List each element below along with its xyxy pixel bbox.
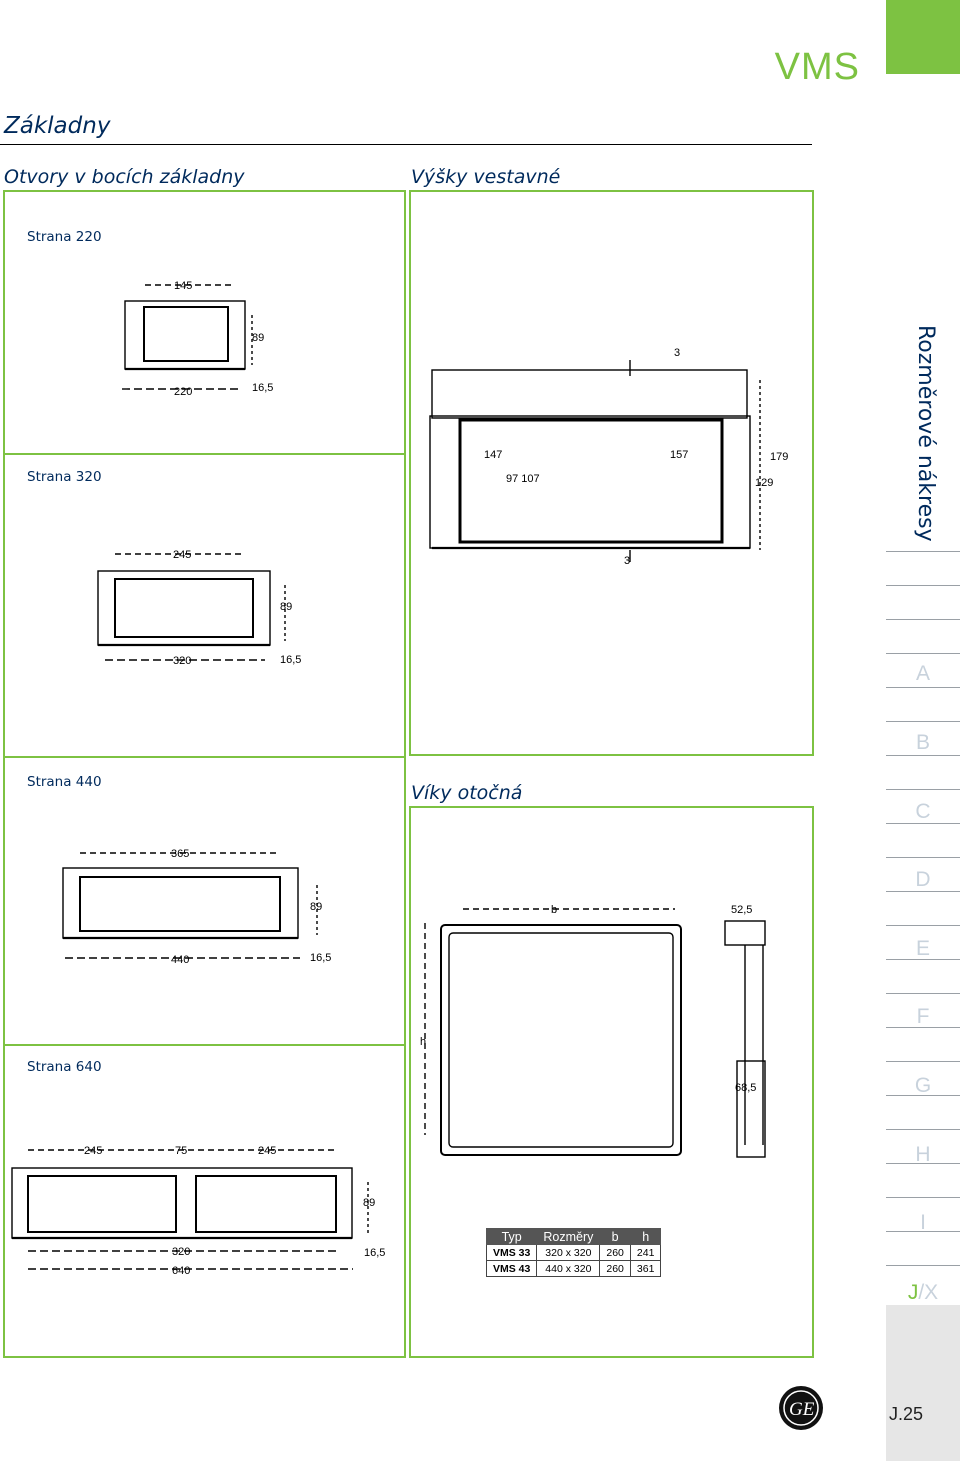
cell-b: 260	[600, 1261, 631, 1277]
drawing-strana-320	[95, 545, 310, 670]
tab-h[interactable]: H	[915, 1143, 931, 1166]
tab-d[interactable]: D	[915, 868, 931, 891]
tab-divider	[886, 857, 960, 858]
dim-heights-c: 157	[670, 449, 689, 461]
section-heights-title: Výšky vestavné	[411, 166, 561, 188]
spec-table	[486, 1228, 661, 1277]
tab-g[interactable]: G	[914, 1074, 932, 1097]
dim-heights-bottom: 3	[624, 555, 631, 567]
tab-divider	[886, 925, 960, 926]
header-divider	[0, 144, 812, 145]
dim-640-top-right: 245	[258, 1145, 277, 1157]
tab-divider	[886, 755, 960, 756]
section-holes-title: Otvory v bocích základny	[4, 166, 245, 188]
cell-rozmery: 320 x 320	[537, 1245, 600, 1261]
drawing-strana-220	[110, 275, 280, 400]
dim-heights-b: 97 107	[506, 473, 540, 485]
dim-640-width: 640	[172, 1265, 191, 1277]
tab-f[interactable]: F	[916, 1005, 930, 1028]
dim-lid-h: h	[420, 1036, 427, 1048]
col-header-rozmery: Rozměry	[537, 1229, 600, 1245]
drawing-lids	[415, 895, 795, 1165]
tab-divider	[886, 993, 960, 994]
dim-220-foot: 16,5	[252, 382, 274, 394]
dim-220-top: 145	[174, 280, 193, 292]
dim-320-height: 89	[280, 601, 293, 613]
table-row	[487, 1245, 661, 1261]
dim-640-width-half: 320	[172, 1246, 191, 1258]
dim-220-height: 89	[252, 332, 265, 344]
tab-c[interactable]: C	[915, 800, 931, 823]
ge-logo-icon	[778, 1385, 824, 1431]
label-strana-440: Strana 440	[27, 774, 102, 790]
tab-divider	[886, 585, 960, 586]
dim-440-top: 365	[171, 848, 190, 860]
tab-divider	[886, 687, 960, 688]
sidebar-title-text: Rozměrové nákresy	[913, 325, 938, 542]
tab-divider	[886, 1129, 960, 1130]
page-number: J.25	[889, 1404, 924, 1424]
section-lids-title: Víky otočná	[411, 782, 523, 804]
tab-i[interactable]: I	[920, 1211, 926, 1234]
dim-320-width: 320	[173, 655, 192, 667]
dim-320-foot: 16,5	[280, 654, 302, 666]
dim-440-foot: 16,5	[310, 952, 332, 964]
dim-lid-b: b	[551, 904, 558, 916]
tab-divider	[886, 551, 960, 552]
tab-j-letter: J	[907, 1281, 919, 1304]
sidebar-title	[900, 325, 940, 555]
tab-divider	[886, 653, 960, 654]
table-row	[487, 1261, 661, 1277]
dim-640-top-left: 245	[84, 1145, 103, 1157]
dim-320-top: 245	[173, 549, 192, 561]
tab-divider	[886, 619, 960, 620]
dim-heights-e: 129	[755, 477, 774, 489]
dim-lid-depth: 68,5	[735, 1082, 757, 1094]
dim-440-width: 440	[171, 954, 190, 966]
tab-divider	[886, 789, 960, 790]
cell-rozmery: 440 x 320	[537, 1261, 600, 1277]
cell-h: 241	[630, 1245, 661, 1261]
col-header-typ: Typ	[487, 1229, 537, 1245]
label-strana-220: Strana 220	[27, 229, 102, 245]
tab-divider	[886, 1197, 960, 1198]
brand-square	[886, 0, 960, 74]
dim-lid-side: 52,5	[731, 904, 753, 916]
dim-640-foot: 16,5	[364, 1247, 386, 1259]
ge-logo-text: GE	[789, 1399, 815, 1420]
table-header-row	[487, 1229, 661, 1245]
cell-h: 361	[630, 1261, 661, 1277]
brand-title: VMS	[774, 46, 860, 88]
sidebar-footer-bar	[886, 1305, 960, 1461]
tab-j-suffix: /X	[918, 1281, 939, 1304]
dim-220-width: 220	[174, 386, 193, 398]
tab-divider	[886, 721, 960, 722]
drawing-strana-640	[8, 1140, 393, 1280]
cell-b: 260	[600, 1245, 631, 1261]
cell-typ: VMS 33	[487, 1245, 537, 1261]
tab-a[interactable]: A	[915, 662, 930, 685]
page-title: Základny	[4, 113, 111, 139]
dim-440-height: 89	[310, 901, 323, 913]
drawing-strana-440	[55, 843, 345, 968]
cell-typ: VMS 43	[487, 1261, 537, 1277]
tab-e[interactable]: E	[915, 937, 930, 960]
tab-b[interactable]: B	[915, 731, 930, 754]
drawing-heights	[420, 340, 800, 570]
dim-heights-a: 147	[484, 449, 503, 461]
tab-divider	[886, 1061, 960, 1062]
dim-640-top-mid: 75	[175, 1145, 188, 1157]
dim-heights-top: 3	[674, 347, 681, 359]
col-header-h: h	[630, 1229, 661, 1245]
tab-j-active[interactable]	[886, 1281, 960, 1305]
label-strana-640: Strana 640	[27, 1059, 102, 1075]
dim-heights-d: 179	[770, 451, 789, 463]
label-strana-320: Strana 320	[27, 469, 102, 485]
tab-divider	[886, 1265, 960, 1266]
col-header-b: b	[600, 1229, 631, 1245]
dim-640-height: 89	[363, 1197, 376, 1209]
